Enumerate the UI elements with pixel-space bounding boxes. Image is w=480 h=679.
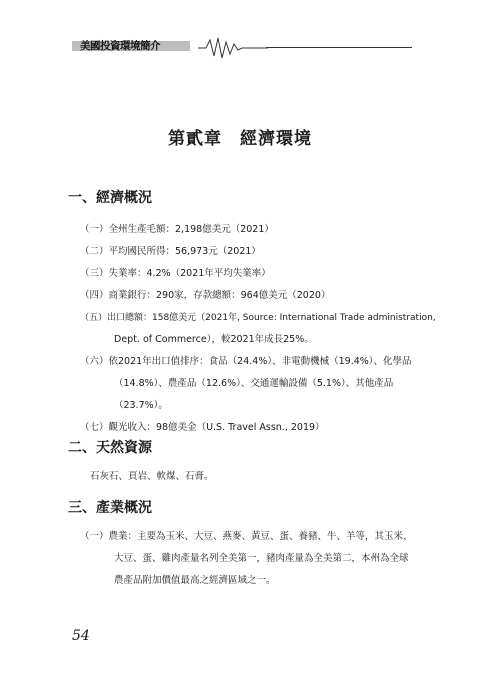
header-title: 美國投資環境簡介: [80, 40, 160, 52]
economy-item-export-ranking-end: （23.7%）。: [114, 400, 168, 411]
industry-item-agriculture-cont: 大豆、蛋、雞肉產量名列全美第一，豬肉產量為全美第二，本州為全球: [114, 553, 409, 564]
economy-item-tourism: （七）觀光收入：98億美金（U.S. Travel Assn., 2019）: [80, 422, 325, 433]
resources-text: 石灰石、頁岩、軟煤、石膏。: [90, 471, 214, 482]
economy-item-gdp: （一）全州生產毛額：2,198億美元（2021）: [80, 224, 274, 235]
economy-item-unemployment: （三）失業率：4.2%（2021年平均失業率）: [80, 268, 271, 279]
page-number: 54: [72, 628, 90, 644]
section-heading-economy: 一、經濟概況: [68, 190, 152, 206]
chapter-title: 第貳章 經濟環境: [168, 129, 312, 149]
running-header: [72, 36, 412, 60]
header-rule: [266, 47, 412, 48]
economy-item-exports: （五）出口總額：158億美元（2021年, Source: International Trade administration,: [80, 313, 436, 323]
industry-item-agriculture-end: 農產品附加價值最高之經濟區域之一。: [114, 575, 276, 586]
section-heading-resources: 二、天然資源: [68, 440, 152, 456]
heartbeat-wave-icon: [198, 36, 268, 60]
economy-item-banks: （四）商業銀行：290家，存款總額：964億美元（2020）: [80, 290, 331, 301]
economy-item-export-ranking-cont: （14.8%）、農產品（12.6%）、交通運輸設備（5.1%）、其他產品: [114, 378, 394, 389]
section-heading-industry: 三、產業概況: [68, 500, 152, 516]
economy-item-income: （二）平均國民所得：56,973元（2021）: [80, 246, 261, 257]
economy-item-export-ranking: （六）依2021年出口值排序：食品（24.4%）、非電動機械（19.4%）、化學品: [80, 356, 412, 367]
economy-item-exports-cont: Dept. of Commerce），較2021年成長25%。: [114, 334, 314, 345]
industry-item-agriculture: （一）農業：主要為玉米、大豆、燕麥、黃豆、蛋、養豬、牛、羊等，其玉米、: [80, 531, 413, 542]
